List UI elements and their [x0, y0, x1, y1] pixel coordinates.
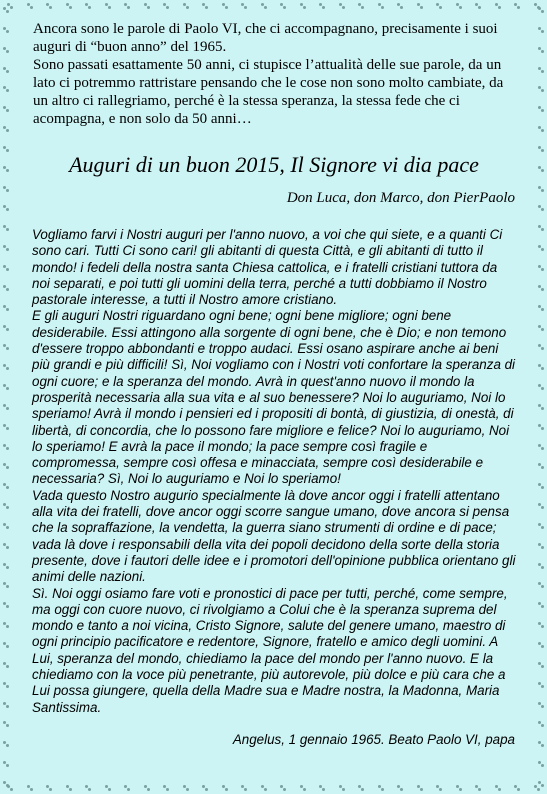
dot-ornament-icon: [319, 3, 325, 9]
dot-ornament-icon: [3, 702, 9, 708]
dot-ornament-icon: [3, 67, 9, 73]
dot-ornament-icon: [3, 86, 9, 92]
dot-ornament-icon: [3, 225, 9, 231]
dot-ornament-icon: [358, 3, 364, 9]
dot-ornament-icon: [456, 3, 462, 9]
dot-ornament-icon: [538, 682, 544, 688]
dot-ornament-icon: [538, 364, 544, 370]
dot-ornament-icon: [538, 702, 544, 708]
dot-ornament-icon: [436, 3, 442, 9]
speech-paragraph: E gli auguri Nostri riguardano ogni bene; ogni bene migliore; ogni bene desiderabile. Essi attingono alla sorgente di ogni bene, che è Dio; e non temono d'essere troppo abbondanti e troppo audaci. Essi osano aspirare anche ai beni più grandi e più difficili! Sì, Noi vogliamo con i Nostri voti confortare la speranza di ogni cuore; e la speranza del mondo. Avrà in quest'anno nuovo il mondo la prosperità necessaria alla sua vita e al suo benessere? Noi lo auguriamo, Noi lo speriamo! Avrà il mondo i pensieri ed i propositi di bontà, di giustizia, di onestà, di libertà, di concordia, che lo possono fare migliore e felice? Noi lo auguriamo, Noi lo speriamo! E avrà la pace il mondo; la pace sempre così fragile e compromessa, sempre così offesa e minacciata, sempre così desiderabile e necessaria? Sì, Noi lo auguriamo e Noi lo speriamo!: [32, 308, 516, 487]
dot-ornament-icon: [538, 106, 544, 112]
dot-ornament-icon: [3, 325, 9, 331]
dot-ornament-icon: [514, 3, 520, 9]
dot-ornament-icon: [538, 205, 544, 211]
dot-ornament-icon: [3, 186, 9, 192]
dot-ornament-icon: [3, 682, 9, 688]
dot-ornament-icon: [538, 166, 544, 172]
dot-ornament-icon: [538, 126, 544, 132]
dot-ornament-icon: [144, 785, 150, 791]
dot-ornament-icon: [436, 785, 442, 791]
dot-ornament-icon: [163, 785, 169, 791]
dot-ornament-icon: [261, 785, 267, 791]
dot-ornament-icon: [538, 404, 544, 410]
dot-ornament-icon: [538, 265, 544, 271]
dot-ornament-icon: [183, 3, 189, 9]
dot-ornament-icon: [300, 785, 306, 791]
dot-ornament-icon: [538, 245, 544, 251]
dot-ornament-icon: [124, 785, 130, 791]
dot-ornament-icon: [241, 785, 247, 791]
greeting-headline: Auguri di un buon 2015, Il Signore vi dia pace: [69, 152, 479, 177]
dot-ornament-icon: [124, 3, 130, 9]
dot-ornament-icon: [3, 523, 9, 529]
dot-ornament-icon: [538, 424, 544, 430]
dot-ornament-icon: [538, 543, 544, 549]
dot-ornament-icon: [3, 265, 9, 271]
dot-ornament-icon: [3, 503, 9, 509]
dot-ornament-icon: [538, 325, 544, 331]
dot-ornament-icon: [538, 781, 544, 787]
dot-ornament-icon: [3, 582, 9, 588]
source-citation: Angelus, 1 gennaio 1965. Beato Paolo VI, papa: [232, 731, 515, 747]
dot-ornament-icon: [3, 662, 9, 668]
dot-ornament-icon: [3, 444, 9, 450]
dot-ornament-icon: [495, 3, 501, 9]
dot-ornament-icon: [538, 721, 544, 727]
dot-ornament-icon: [3, 7, 9, 13]
dot-ornament-icon: [538, 761, 544, 767]
dot-ornament-icon: [538, 642, 544, 648]
dot-ornament-icon: [538, 285, 544, 291]
dot-ornament-icon: [538, 67, 544, 73]
dot-ornament-icon: [105, 785, 111, 791]
dot-ornament-icon: [538, 146, 544, 152]
dot-ornament-icon: [538, 503, 544, 509]
dot-ornament-icon: [241, 3, 247, 9]
dot-ornament-icon: [3, 404, 9, 410]
dot-ornament-icon: [417, 785, 423, 791]
dot-ornament-icon: [3, 285, 9, 291]
dot-ornament-icon: [538, 463, 544, 469]
dot-ornament-icon: [3, 126, 9, 132]
dot-ornament-icon: [3, 305, 9, 311]
dot-ornament-icon: [183, 785, 189, 791]
dot-ornament-icon: [3, 483, 9, 489]
dot-ornament-icon: [3, 146, 9, 152]
speech-quote: [32, 227, 516, 716]
dot-ornament-icon: [222, 3, 228, 9]
dot-ornament-icon: [3, 106, 9, 112]
dot-ornament-icon: [538, 225, 544, 231]
dot-ornament-icon: [397, 785, 403, 791]
dot-ornament-icon: [3, 761, 9, 767]
dot-ornament-icon: [339, 3, 345, 9]
dot-ornament-icon: [538, 622, 544, 628]
dot-ornament-icon: [3, 384, 9, 390]
dot-ornament-icon: [538, 523, 544, 529]
dot-ornament-icon: [538, 582, 544, 588]
dot-ornament-icon: [378, 3, 384, 9]
intro-section: [33, 20, 515, 128]
dot-ornament-icon: [538, 563, 544, 569]
dot-ornament-icon: [3, 245, 9, 251]
dot-ornament-icon: [3, 741, 9, 747]
dot-ornament-icon: [378, 785, 384, 791]
dot-ornament-icon: [3, 344, 9, 350]
dot-ornament-icon: [538, 444, 544, 450]
dot-ornament-icon: [46, 785, 52, 791]
dot-ornament-icon: [280, 3, 286, 9]
dot-ornament-icon: [3, 27, 9, 33]
border-bottom: [0, 782, 547, 794]
dot-ornament-icon: [3, 781, 9, 787]
dot-ornament-icon: [261, 3, 267, 9]
speech-paragraph: Sì. Noi oggi osiamo fare voti e pronostici di pace per tutti, perché, come sempre, ma oggi con cuore nuovo, ci rivolgiamo a Colui che è la speranza suprema del mondo e tanto a noi vicina, Cristo Signore, salute del genere umano, maestro di ogni principio pacificatore e redentore, Signore, fratello e amico degli uomini. A Lui, speranza del mondo, chiediamo la pace del mondo per l'anno nuovo. E la chiediamo con la voce più penetrante, più autorevole, più dolce e più cara che a Lui possa giungere, quella della Madre sua e Madre nostra, la Madonna, Maria Santissima.: [32, 585, 508, 715]
dot-ornament-icon: [27, 785, 33, 791]
dot-ornament-icon: [475, 3, 481, 9]
dot-ornament-icon: [3, 47, 9, 53]
border-left: [0, 0, 12, 794]
dot-ornament-icon: [456, 785, 462, 791]
intro-paragraph: Sono passati esattamente 50 anni, ci stupisce l’attualità delle sue parole, da un lato ci potremmo rattristare pensando che le cose non sono molto cambiate, da un altro ci rallegriamo, perché è la stessa speranza, la stessa fede che ci acompagna, e non solo da 50 anni…: [33, 57, 504, 127]
dot-ornament-icon: [202, 785, 208, 791]
greeting-page: [33, 20, 515, 748]
dot-ornament-icon: [538, 7, 544, 13]
dot-ornament-icon: [514, 785, 520, 791]
dot-ornament-icon: [66, 785, 72, 791]
dot-ornament-icon: [358, 785, 364, 791]
dot-ornament-icon: [538, 741, 544, 747]
dot-ornament-icon: [339, 785, 345, 791]
dot-ornament-icon: [319, 785, 325, 791]
dot-ornament-icon: [538, 27, 544, 33]
border-right: [535, 0, 547, 794]
dot-ornament-icon: [3, 166, 9, 172]
dot-ornament-icon: [163, 3, 169, 9]
dot-ornament-icon: [3, 463, 9, 469]
dot-ornament-icon: [222, 785, 228, 791]
dot-ornament-icon: [3, 622, 9, 628]
dot-ornament-icon: [538, 305, 544, 311]
speech-paragraph: Vada questo Nostro augurio specialmente là dove ancor oggi i fratelli attentano alla vita dei fratelli, dove ancor oggi scorre sangue umano, dove ancora si pensa che la sopraffazione, la vendetta, la guerra siano strumenti di ordine e di pace; vada là dove i responsabili della vita dei popoli decidono della sorte della storia presente, dove i fautori delle idee e i promotori dell'opinione pubblica orientano gli animi delle nazioni.: [32, 487, 516, 585]
dot-ornament-icon: [475, 785, 481, 791]
dot-ornament-icon: [3, 205, 9, 211]
dot-ornament-icon: [3, 602, 9, 608]
dot-ornament-icon: [417, 3, 423, 9]
dot-ornament-icon: [3, 424, 9, 430]
dot-ornament-icon: [85, 785, 91, 791]
dot-ornament-icon: [3, 721, 9, 727]
dot-ornament-icon: [46, 3, 52, 9]
dot-ornament-icon: [397, 3, 403, 9]
dot-ornament-icon: [300, 3, 306, 9]
dot-ornament-icon: [538, 384, 544, 390]
dot-ornament-icon: [66, 3, 72, 9]
dot-ornament-icon: [202, 3, 208, 9]
border-top: [0, 0, 547, 12]
dot-ornament-icon: [538, 47, 544, 53]
signers-line: Don Luca, don Marco, don PierPaolo: [286, 190, 515, 206]
dot-ornament-icon: [280, 785, 286, 791]
dot-ornament-icon: [538, 186, 544, 192]
dot-ornament-icon: [538, 483, 544, 489]
dot-ornament-icon: [538, 344, 544, 350]
dot-ornament-icon: [538, 662, 544, 668]
dot-ornament-icon: [3, 543, 9, 549]
dot-ornament-icon: [495, 785, 501, 791]
dot-ornament-icon: [105, 3, 111, 9]
dot-ornament-icon: [3, 563, 9, 569]
dot-ornament-icon: [85, 3, 91, 9]
dot-ornament-icon: [3, 364, 9, 370]
dot-ornament-icon: [144, 3, 150, 9]
dot-ornament-icon: [538, 602, 544, 608]
dot-ornament-icon: [538, 86, 544, 92]
speech-paragraph: Vogliamo farvi i Nostri auguri per l'anno nuovo, a voi che qui siete, e a quanti Ci sono cari. Tutti Ci sono cari! gli abitanti di questa Città, e gli abitanti di tutto il mondo! i fedeli della nostra santa Chiesa cattolica, e i fratelli cristiani tuttora da noi separati, e poi tutti gli uomini della terra, perché a tutti dobbiamo il Nostro pastorale interesse, a tutti il Nostro amore cristiano.: [32, 227, 503, 308]
intro-paragraph: Ancora sono le parole di Paolo VI, che ci accompagnano, precisamente i suoi auguri di “buon anno” del 1965.: [33, 21, 498, 55]
dot-ornament-icon: [3, 642, 9, 648]
dot-ornament-icon: [27, 3, 33, 9]
